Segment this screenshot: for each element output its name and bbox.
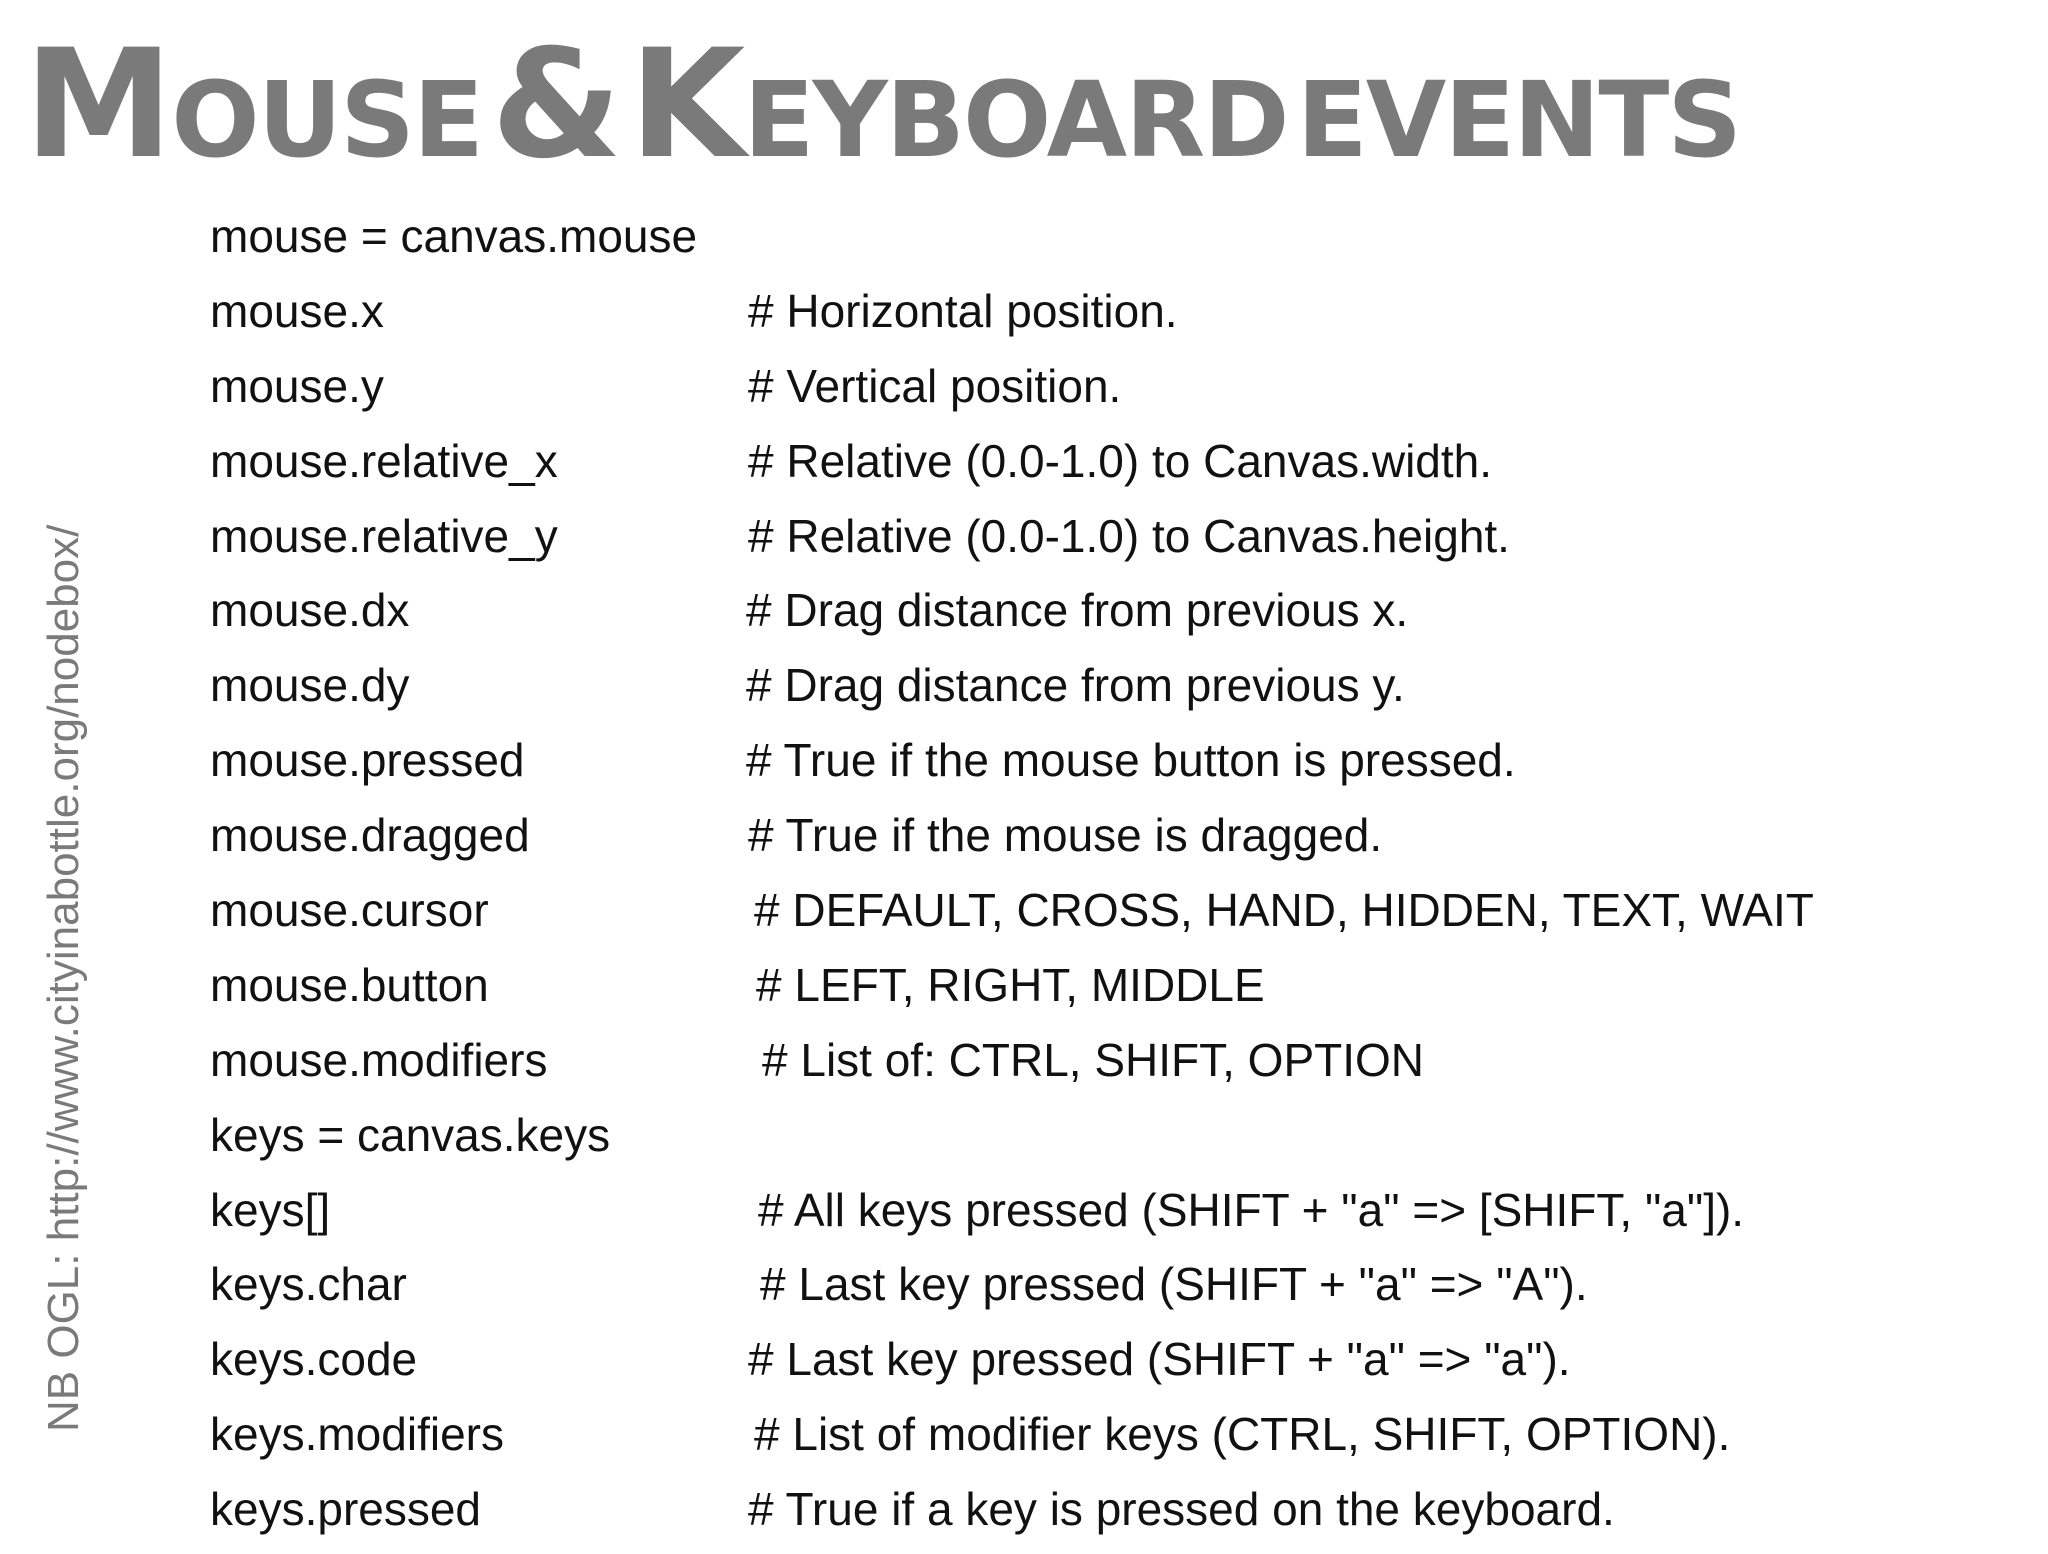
- code-row: [210, 1329, 1910, 1404]
- title-initial-m: M: [24, 18, 172, 192]
- code-row: [210, 1180, 1910, 1255]
- title-word-keyboard-rest: EYBOARD: [743, 59, 1288, 181]
- code-comment: # True if the mouse button is pressed.: [746, 734, 1516, 787]
- code-expression: keys.code: [210, 1333, 418, 1386]
- code-expression: mouse.dy: [210, 659, 410, 712]
- code-comment: # Drag distance from previous y.: [746, 659, 1405, 712]
- code-expression: keys.char: [210, 1258, 407, 1311]
- code-comment: # All keys pressed (SHIFT + "a" => [SHIFT, "a"]).: [758, 1183, 1745, 1236]
- code-expression: mouse.cursor: [210, 884, 489, 937]
- code-expression: mouse.button: [210, 958, 489, 1011]
- code-row: [210, 1479, 1910, 1554]
- code-comment: # DEFAULT, CROSS, HAND, HIDDEN, TEXT, WAIT: [754, 884, 1814, 937]
- code-comment: # Last key pressed (SHIFT + "a" => "a").: [748, 1333, 1571, 1386]
- code-row: [210, 281, 1910, 356]
- code-expression: mouse.dragged: [210, 809, 530, 862]
- code-row: [210, 1404, 1910, 1479]
- code-row: [210, 955, 1910, 1030]
- code-expression: keys[]: [210, 1183, 331, 1236]
- code-row: [210, 730, 1910, 805]
- code-row: [210, 431, 1910, 506]
- code-row: [210, 1030, 1910, 1105]
- code-row: [210, 1105, 1910, 1180]
- code-expression: mouse.y: [210, 359, 384, 412]
- code-comment: # LEFT, RIGHT, MIDDLE: [756, 958, 1265, 1011]
- code-row: [210, 356, 1910, 431]
- code-expression: mouse.relative_x: [210, 434, 558, 487]
- title-word-mouse-rest: OUSE: [171, 59, 483, 181]
- code-row: [210, 580, 1910, 655]
- title-ampersand: &: [491, 18, 621, 192]
- code-expression: mouse.relative_y: [210, 509, 558, 562]
- code-comment: # True if a key is pressed on the keyboard.: [748, 1483, 1615, 1536]
- code-comment: # Relative (0.0-1.0) to Canvas.width.: [748, 434, 1493, 487]
- title-initial-k: K: [629, 18, 744, 192]
- code-comment: # Relative (0.0-1.0) to Canvas.height.: [748, 509, 1510, 562]
- code-comment: # Vertical position.: [748, 359, 1122, 412]
- code-expression: mouse.modifiers: [210, 1033, 548, 1086]
- code-row: [210, 805, 1910, 880]
- code-list: [210, 206, 1910, 1554]
- code-row: [210, 1254, 1910, 1329]
- code-row: [210, 655, 1910, 730]
- code-expression: mouse.dx: [210, 584, 410, 637]
- code-comment: # Horizontal position.: [748, 284, 1178, 337]
- code-expression: mouse = canvas.mouse: [210, 210, 698, 262]
- slide-title: [24, 18, 1741, 192]
- code-comment: # List of: CTRL, SHIFT, OPTION: [762, 1033, 1425, 1086]
- side-note-url: NB OGL: http://www.cityinabottle.org/nodebox/: [39, 524, 88, 1432]
- code-row: [210, 880, 1910, 955]
- code-comment: # List of modifier keys (CTRL, SHIFT, OPTION).: [754, 1408, 1731, 1461]
- code-comment: # Last key pressed (SHIFT + "a" => "A").: [760, 1258, 1588, 1311]
- code-comment: # Drag distance from previous x.: [746, 584, 1409, 637]
- code-row: [210, 206, 1910, 281]
- code-expression: mouse.pressed: [210, 734, 525, 787]
- code-expression: mouse.x: [210, 284, 384, 337]
- code-expression: keys.pressed: [210, 1483, 482, 1536]
- code-comment: # True if the mouse is dragged.: [748, 809, 1383, 862]
- code-expression: keys = canvas.keys: [210, 1108, 611, 1161]
- code-row: [210, 506, 1910, 581]
- title-word-events: EVENTS: [1296, 59, 1741, 181]
- code-expression: keys.modifiers: [210, 1408, 504, 1461]
